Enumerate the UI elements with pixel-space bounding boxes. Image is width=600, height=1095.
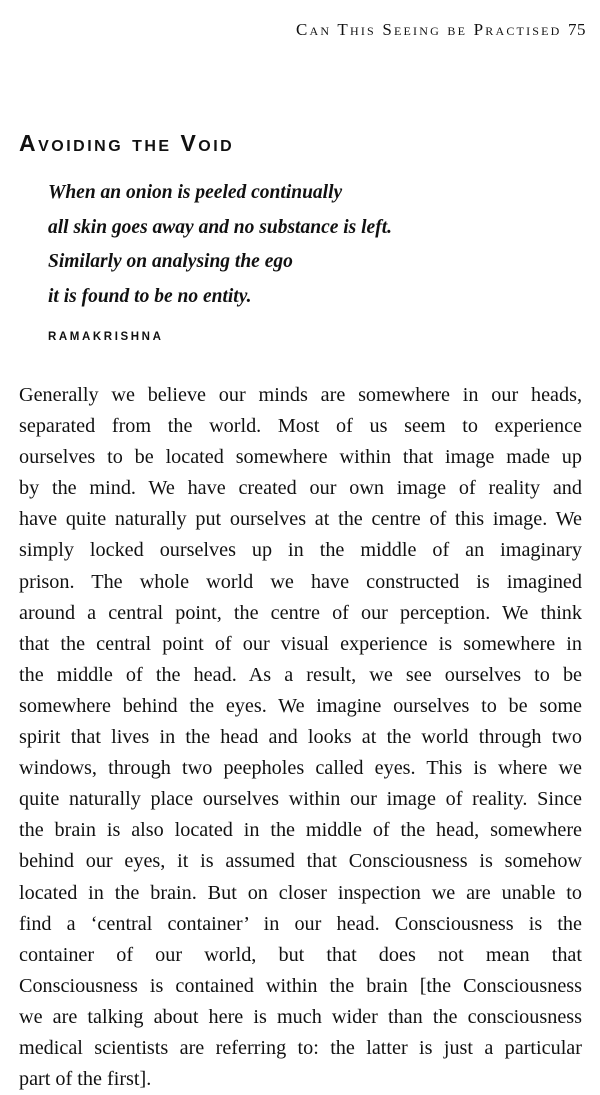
epigraph (48, 176, 568, 314)
epigraph-line: all skin goes away and no substance is left. (48, 216, 392, 238)
epigraph-line: Similarly on analysing the ego (48, 251, 293, 272)
body-line: the brain is also located in the middle of the head, somewhere (19, 819, 582, 842)
body-line: somewhere behind the eyes. We imagine ourselves to be some (19, 694, 582, 717)
body-line: simply locked ourselves up in the middle of an imaginary (19, 539, 582, 562)
body-line: we are talking about here is much wider than the consciousness (19, 1005, 582, 1028)
body-line: the middle of the head. As a result, we see ourselves to be (19, 663, 582, 686)
body-line: find a ‘central container’ in our head. Consciousness is the (19, 912, 582, 935)
page-number: 75 (568, 20, 586, 39)
body-line: behind our eyes, it is assumed that Consciousness is somehow (19, 850, 582, 873)
body-line: Generally we believe our minds are somewhere in our heads, (19, 384, 582, 406)
body-line: windows, through two peepholes called eyes. This is where we (19, 757, 582, 780)
body-line: that the central point of our visual experience is somewhere in (19, 632, 582, 655)
running-head-title: Can This Seeing be Practised (295, 20, 562, 39)
body-line: have quite naturally put ourselves at the centre of this image. We (19, 508, 582, 531)
body-line: spirit that lives in the head and looks at the world through two (19, 726, 582, 749)
body-line: Consciousness is contained within the brain [the Consciousness (19, 974, 582, 997)
body-line: separated from the world. Most of us seem to experience (19, 415, 582, 438)
body-line: medical scientists are referring to: the latter is just a particular (19, 1036, 582, 1059)
body-paragraph (19, 380, 582, 1095)
body-line: located in the brain. But on closer inspection we are unable to (19, 881, 582, 904)
body-line: around a central point, the centre of our perception. We think (19, 601, 582, 624)
section-title: Avoiding the Void (19, 130, 235, 156)
body-line: ourselves to be located somewhere within that image made up (19, 446, 582, 469)
epigraph-line: When an onion is peeled continually (48, 182, 343, 203)
body-line: container of our world, but that does not mean that (19, 943, 582, 966)
epigraph-attribution: RAMAKRISHNA (48, 331, 164, 343)
body-line: prison. The whole world we have constructed is imagined (19, 570, 582, 593)
epigraph-line: it is found to be no entity. (48, 285, 252, 307)
body-line: by the mind. We have created our own image of reality and (19, 477, 582, 500)
running-head (296, 20, 586, 40)
body-line: part of the first]. (19, 1068, 152, 1091)
body-line: quite naturally place ourselves within our image of reality. Since (19, 788, 582, 811)
